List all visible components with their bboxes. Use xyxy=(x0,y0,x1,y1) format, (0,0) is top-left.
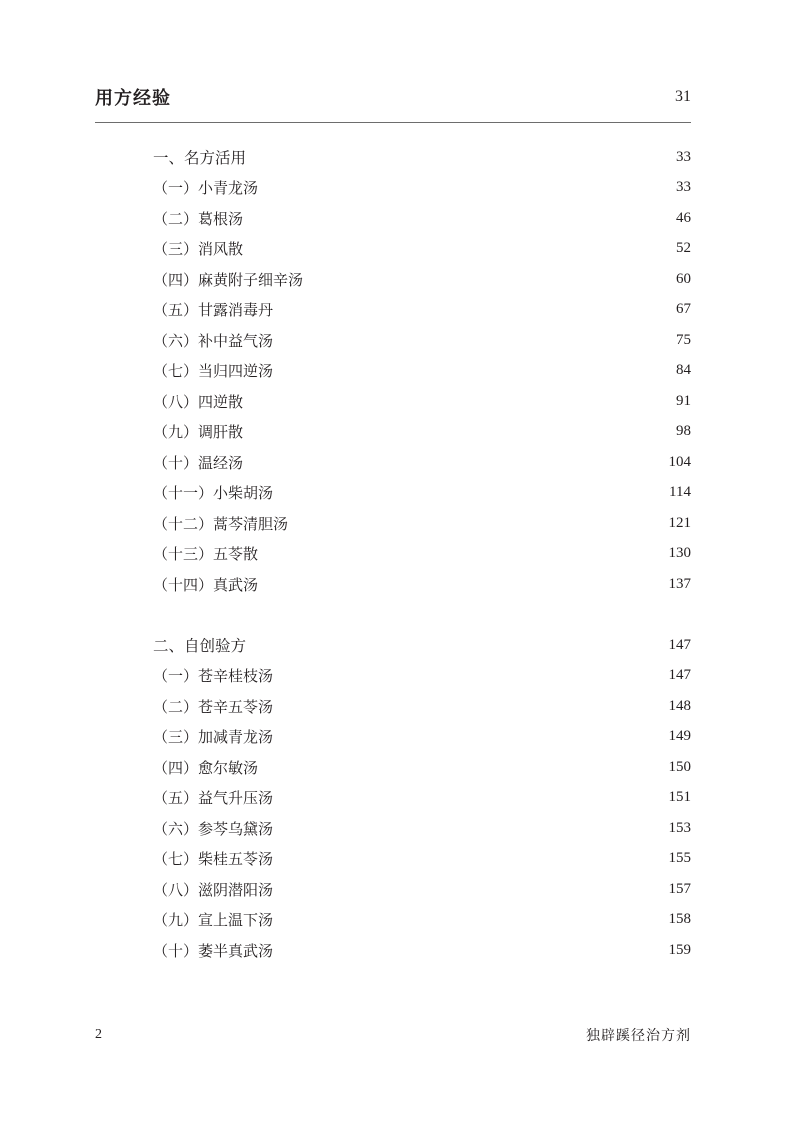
toc-entry-page: 153 xyxy=(668,819,691,836)
toc-entry[interactable] xyxy=(153,874,691,905)
toc-entry-label: （五）甘露消毒丹 xyxy=(153,301,274,320)
toc-entry[interactable] xyxy=(153,844,691,875)
toc-entry[interactable] xyxy=(153,691,691,722)
toc-entry-label: （十）温经汤 xyxy=(153,453,244,472)
toc-entry-label: （四）愈尔敏汤 xyxy=(153,758,259,777)
toc-entry-page: 98 xyxy=(676,423,691,440)
header-divider xyxy=(95,122,691,123)
toc-section-heading[interactable] xyxy=(153,630,691,661)
toc-entry[interactable] xyxy=(153,722,691,753)
toc-entry[interactable] xyxy=(153,447,691,478)
toc-entry-page: 147 xyxy=(668,636,691,653)
toc-entry-label: （八）滋阴潜阳汤 xyxy=(153,880,274,899)
toc-entry-page: 104 xyxy=(668,453,691,470)
toc-entry[interactable] xyxy=(153,264,691,295)
toc-entry[interactable] xyxy=(153,661,691,692)
toc-section-self-created-formulas xyxy=(153,630,691,966)
toc-entry-page: 46 xyxy=(676,209,691,226)
toc-entry-label: （八）四逆散 xyxy=(153,392,244,411)
toc-entry-label: （二）葛根汤 xyxy=(153,209,244,228)
toc-entry-page: 130 xyxy=(668,545,691,562)
toc-entry[interactable] xyxy=(153,295,691,326)
page-footer xyxy=(95,1024,691,1046)
toc-entry-page: 75 xyxy=(676,331,691,348)
toc-entry-label: 一、名方活用 xyxy=(153,149,247,168)
toc-entry-page: 148 xyxy=(668,697,691,714)
toc-entry[interactable] xyxy=(153,325,691,356)
toc-entry-page: 33 xyxy=(676,179,691,196)
toc-entry-label: （一）小青龙汤 xyxy=(153,179,259,198)
toc-section-heading[interactable] xyxy=(153,142,691,173)
toc-entry-label: （十三）五苓散 xyxy=(153,545,259,564)
toc-entry-label: （七）柴桂五苓汤 xyxy=(153,850,274,869)
toc-entry-page: 149 xyxy=(668,728,691,745)
toc-entry[interactable] xyxy=(153,417,691,448)
toc-entry-label: （十一）小柴胡汤 xyxy=(153,484,274,503)
toc-entry[interactable] xyxy=(153,539,691,570)
toc-entry-label: （十）萎半真武汤 xyxy=(153,941,274,960)
toc-entry-label: （十二）蒿芩清胆汤 xyxy=(153,514,289,533)
toc-entry[interactable] xyxy=(153,905,691,936)
toc-entry[interactable] xyxy=(153,508,691,539)
toc-section-famous-formulas xyxy=(153,142,691,600)
toc-entry-label: （四）麻黄附子细辛汤 xyxy=(153,270,304,289)
toc-entry-page: 91 xyxy=(676,392,691,409)
toc-entry[interactable] xyxy=(153,935,691,966)
toc-entry[interactable] xyxy=(153,386,691,417)
toc-entry[interactable] xyxy=(153,783,691,814)
chapter-title: 用方经验 xyxy=(95,88,171,109)
toc-entry[interactable] xyxy=(153,173,691,204)
toc-entry-label: （九）宣上温下汤 xyxy=(153,911,274,930)
toc-entry-label: （十四）真武汤 xyxy=(153,575,259,594)
chapter-page-number: 31 xyxy=(675,88,691,105)
toc-entry-label: （七）当归四逆汤 xyxy=(153,362,274,381)
toc-entry[interactable] xyxy=(153,569,691,600)
toc-entry[interactable] xyxy=(153,203,691,234)
toc-entry[interactable] xyxy=(153,752,691,783)
toc-entry-page: 158 xyxy=(668,911,691,928)
toc-entry-page: 151 xyxy=(668,789,691,806)
toc-entry-page: 159 xyxy=(668,941,691,958)
toc-entry-page: 60 xyxy=(676,270,691,287)
toc-entry-label: （三）消风散 xyxy=(153,240,244,259)
toc-entry-page: 33 xyxy=(676,148,691,165)
toc-entry-page: 67 xyxy=(676,301,691,318)
toc-entry-page: 121 xyxy=(668,514,691,531)
footer-book-title: 独辟蹊径治方剂 xyxy=(586,1028,691,1044)
toc-entry-page: 114 xyxy=(669,484,691,501)
toc-entry-page: 84 xyxy=(676,362,691,379)
toc-entry-page: 150 xyxy=(668,758,691,775)
footer-page-number: 2 xyxy=(95,1027,102,1042)
toc-entry[interactable] xyxy=(153,234,691,265)
toc-entry-label: （五）益气升压汤 xyxy=(153,789,274,808)
toc-entry[interactable] xyxy=(153,478,691,509)
toc-entry-label: （六）补中益气汤 xyxy=(153,331,274,350)
toc-entry-label: （一）苍辛桂枝汤 xyxy=(153,667,274,686)
toc-entry-page: 155 xyxy=(668,850,691,867)
toc-entry-label: 二、自创验方 xyxy=(153,637,247,656)
toc-entry-page: 52 xyxy=(676,240,691,257)
toc-entry-page: 157 xyxy=(668,880,691,897)
chapter-header xyxy=(95,84,691,110)
toc-entry-page: 147 xyxy=(668,667,691,684)
toc-entry-label: （三）加减青龙汤 xyxy=(153,728,274,747)
toc-entry-label: （二）苍辛五苓汤 xyxy=(153,697,274,716)
toc-entry[interactable] xyxy=(153,813,691,844)
toc-entry-label: （九）调肝散 xyxy=(153,423,244,442)
toc-entry[interactable] xyxy=(153,356,691,387)
toc-entry-page: 137 xyxy=(668,575,691,592)
toc-entry-label: （六）参芩乌黛汤 xyxy=(153,819,274,838)
